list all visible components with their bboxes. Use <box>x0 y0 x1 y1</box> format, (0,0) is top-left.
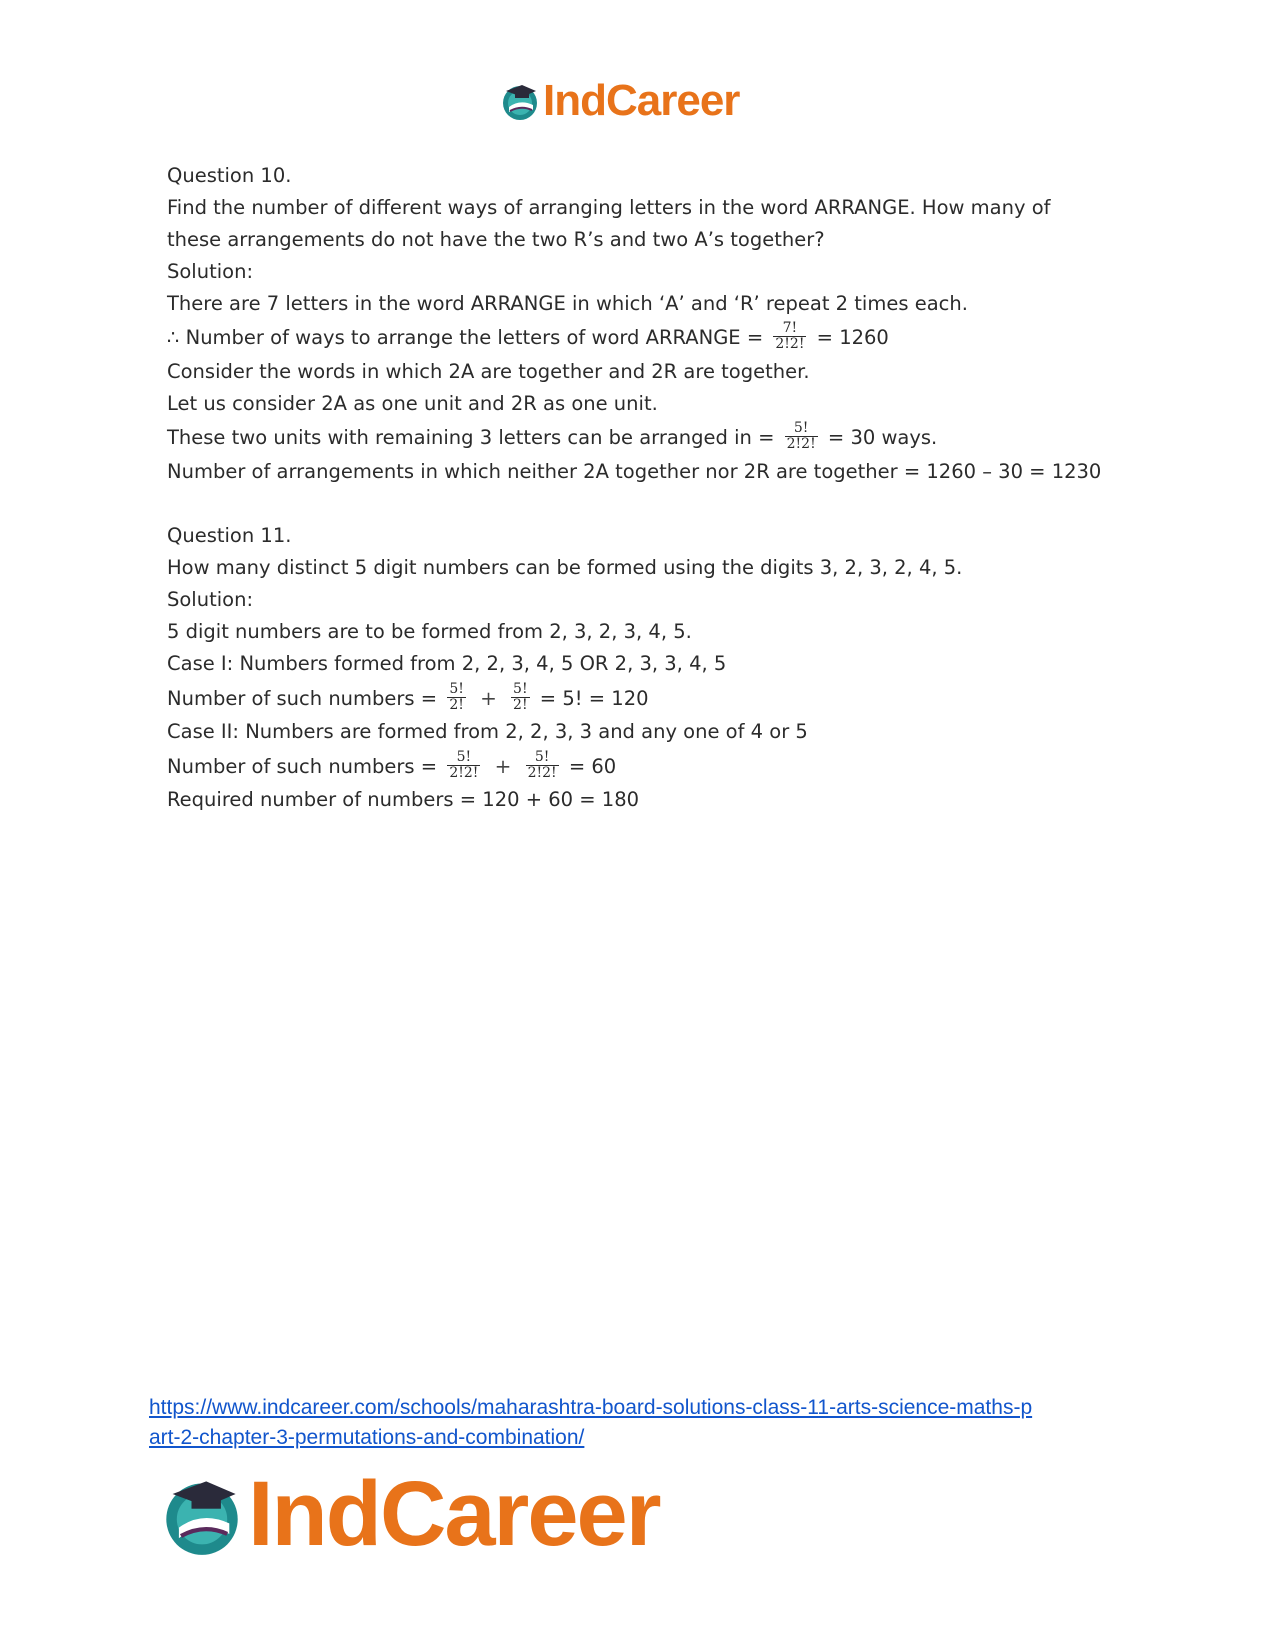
q10-line-2: ∴ Number of ways to arrange the letters of word ARRANGE = $\frac{7!}{2!2!}$ = 1260 <box>167 320 889 352</box>
q10-title: Question 10. <box>167 164 292 187</box>
q10-line-5: These two units with remaining 3 letters can be arranged in = $\frac{5!}{2!2!}$ = 30 ways. <box>167 420 938 452</box>
q10-question-line-1: Find the number of different ways of arranging letters in the word ARRANGE. How many of <box>167 196 1051 219</box>
q10-line-6: Number of arrangements in which neither 2A together nor 2R are together = 1260 – 30 = 1230 <box>167 460 1102 483</box>
graduation-globe-icon <box>500 81 540 121</box>
fraction: $\frac{5!}{2!}$ <box>449 681 464 713</box>
q10-line-4: Let us consider 2A as one unit and 2R as one unit. <box>167 392 658 415</box>
header-logo <box>500 76 739 126</box>
fraction: $\frac{7!}{2!2!}$ <box>775 320 805 352</box>
q10-line-3: Consider the words in which 2A are together and 2R are together. <box>167 360 810 383</box>
q10-question-line-2: these arrangements do not have the two R’s and two A’s together? <box>167 228 825 251</box>
q11-line-1: 5 digit numbers are to be formed from 2, 3, 2, 3, 4, 5. <box>167 620 692 643</box>
q11-line-4: Case II: Numbers are formed from 2, 2, 3, 3 and any one of 4 or 5 <box>167 720 808 743</box>
source-link-line-1[interactable]: https://www.indcareer.com/schools/maharashtra-board-solutions-class-11-arts-science-maths-p <box>149 1396 1033 1419</box>
q10-solution-label: Solution: <box>167 260 254 283</box>
fraction: $\frac{5!}{2!2!}$ <box>786 420 816 452</box>
graduation-globe-icon <box>160 1473 244 1557</box>
footer-logo <box>160 1462 660 1567</box>
fraction: $\frac{5!}{2!2!}$ <box>449 749 479 781</box>
fraction: $\frac{5!}{2!2!}$ <box>527 749 557 781</box>
q11-solution-label: Solution: <box>167 588 254 611</box>
q10-line-1: There are 7 letters in the word ARRANGE in which ‘A’ and ‘R’ repeat 2 times each. <box>167 292 968 315</box>
source-link-line-2[interactable]: art-2-chapter-3-permutations-and-combination/ <box>149 1426 585 1449</box>
logo-text: IndCareer <box>543 76 740 125</box>
q11-line-6: Required number of numbers = 120 + 60 = 180 <box>167 788 640 811</box>
document-body <box>167 160 1107 816</box>
source-link[interactable] <box>149 1393 1129 1453</box>
q11-line-3: Number of such numbers = $\frac{5!}{2!}$ + $\frac{5!}{2!}$ = 5! = 120 <box>167 681 649 713</box>
logo-text: IndCareer <box>248 1463 660 1565</box>
q11-question-line-1: How many distinct 5 digit numbers can be formed using the digits 3, 2, 3, 2, 4, 5. <box>167 556 963 579</box>
fraction: $\frac{5!}{2!}$ <box>513 681 528 713</box>
q11-line-5: Number of such numbers = $\frac{5!}{2!2!}$ + $\frac{5!}{2!2!}$ = 60 <box>167 749 617 781</box>
q11-line-2: Case I: Numbers formed from 2, 2, 3, 4, 5 OR 2, 3, 3, 4, 5 <box>167 652 727 675</box>
q11-title: Question 11. <box>167 524 292 547</box>
